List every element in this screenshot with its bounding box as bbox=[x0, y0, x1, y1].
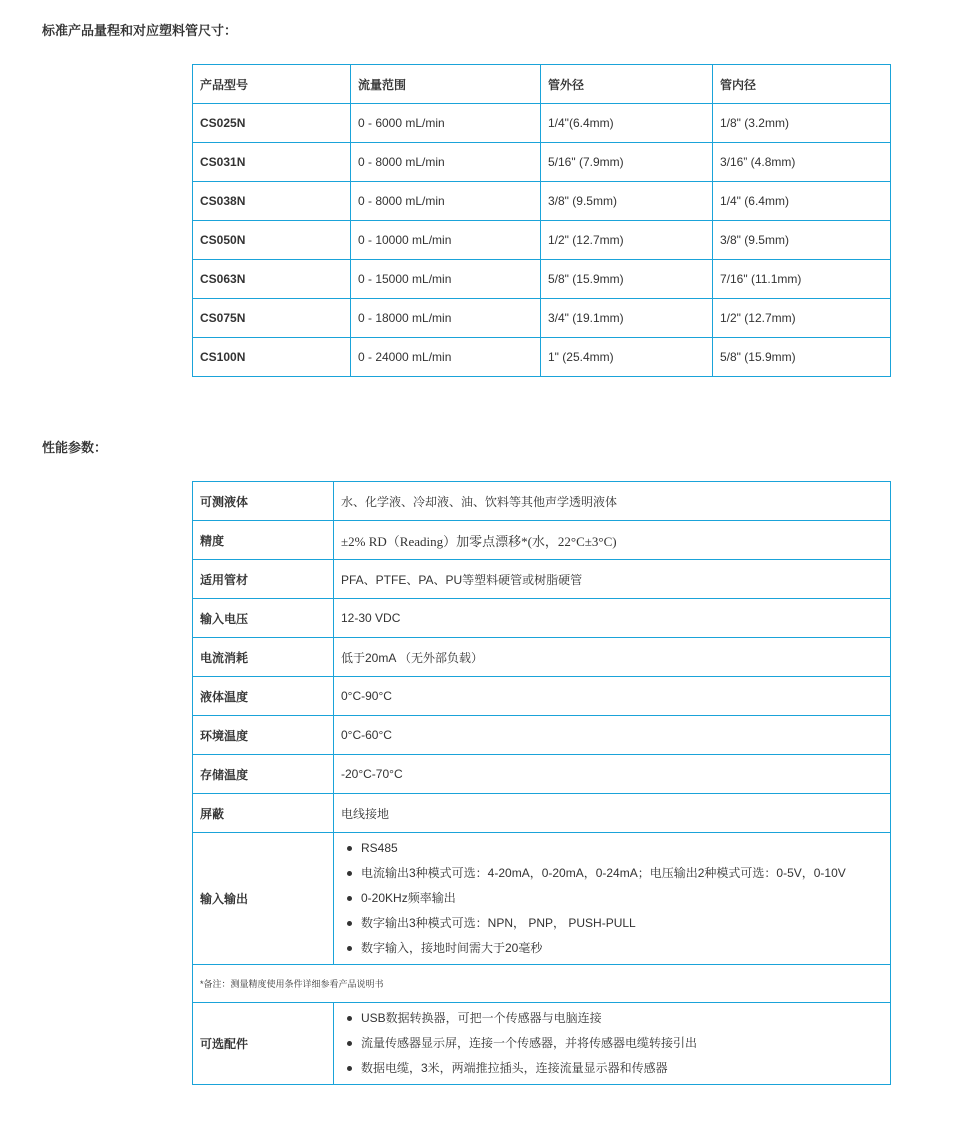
inner-diameter-cell: 3/8" (9.5mm) bbox=[713, 221, 891, 260]
param-label: 输入输出 bbox=[193, 833, 334, 965]
table-row bbox=[193, 221, 891, 260]
param-row-current bbox=[193, 638, 891, 677]
header-cell: 管内径 bbox=[713, 65, 891, 104]
outer-diameter-cell: 1/4"(6.4mm) bbox=[541, 104, 713, 143]
param-row-input-voltage bbox=[193, 599, 891, 638]
io-list bbox=[341, 833, 883, 964]
param-row-storage-temp bbox=[193, 755, 891, 794]
inner-diameter-cell: 1/8" (3.2mm) bbox=[713, 104, 891, 143]
param-row-accuracy bbox=[193, 521, 891, 560]
param-value: 低于20mA （无外部负载） bbox=[334, 638, 891, 677]
inner-diameter-cell: 5/8" (15.9mm) bbox=[713, 338, 891, 377]
outer-diameter-cell: 3/8" (9.5mm) bbox=[541, 182, 713, 221]
outer-diameter-cell: 5/8" (15.9mm) bbox=[541, 260, 713, 299]
param-row-liquid-temp bbox=[193, 677, 891, 716]
param-row-pipe-material bbox=[193, 560, 891, 599]
flow-range-cell: 0 - 8000 mL/min bbox=[351, 143, 541, 182]
model-cell: CS100N bbox=[193, 338, 351, 377]
note-row bbox=[193, 965, 891, 1003]
table-row bbox=[193, 299, 891, 338]
section-title-performance: 性能参数： bbox=[42, 440, 108, 455]
param-value: 12-30 VDC bbox=[334, 599, 891, 638]
flow-range-cell: 0 - 24000 mL/min bbox=[351, 338, 541, 377]
model-cell: CS075N bbox=[193, 299, 351, 338]
section-title-sizes: 标准产品量程和对应塑料管尺寸： bbox=[42, 23, 238, 38]
param-label: 适用管材 bbox=[193, 560, 334, 599]
inner-diameter-cell: 7/16" (11.1mm) bbox=[713, 260, 891, 299]
outer-diameter-cell: 1/2" (12.7mm) bbox=[541, 221, 713, 260]
param-label: 存储温度 bbox=[193, 755, 334, 794]
table-row bbox=[193, 104, 891, 143]
param-label: 精度 bbox=[193, 521, 334, 560]
flow-range-cell: 0 - 15000 mL/min bbox=[351, 260, 541, 299]
flow-range-cell: 0 - 8000 mL/min bbox=[351, 182, 541, 221]
param-row-shielding bbox=[193, 794, 891, 833]
flow-range-cell: 0 - 10000 mL/min bbox=[351, 221, 541, 260]
param-value: PFA、PTFE、PA、PU等塑料硬管或树脂硬管 bbox=[334, 560, 891, 599]
param-value: -20°C-70°C bbox=[334, 755, 891, 794]
param-row-accessories bbox=[193, 1003, 891, 1085]
table-header-row bbox=[193, 65, 891, 104]
inner-diameter-cell: 1/2" (12.7mm) bbox=[713, 299, 891, 338]
model-cell: CS031N bbox=[193, 143, 351, 182]
header-cell: 管外径 bbox=[541, 65, 713, 104]
param-value: 电线接地 bbox=[334, 794, 891, 833]
list-item: 流量传感器显示屏，连接一个传感器，并将传感器电缆转接引出 bbox=[361, 1031, 883, 1056]
table-row bbox=[193, 143, 891, 182]
outer-diameter-cell: 5/16" (7.9mm) bbox=[541, 143, 713, 182]
list-item: RS485 bbox=[361, 836, 883, 861]
inner-diameter-cell: 1/4" (6.4mm) bbox=[713, 182, 891, 221]
header-cell: 产品型号 bbox=[193, 65, 351, 104]
param-value: 0°C-60°C bbox=[334, 716, 891, 755]
flow-range-cell: 0 - 18000 mL/min bbox=[351, 299, 541, 338]
table-row bbox=[193, 182, 891, 221]
param-value bbox=[334, 1003, 891, 1085]
param-label: 可选配件 bbox=[193, 1003, 334, 1085]
model-cell: CS050N bbox=[193, 221, 351, 260]
list-item: 数字输出3种模式可选：NPN， PNP， PUSH-PULL bbox=[361, 911, 883, 936]
outer-diameter-cell: 1" (25.4mm) bbox=[541, 338, 713, 377]
model-cell: CS063N bbox=[193, 260, 351, 299]
param-value: 水、化学液、冷却液、油、饮料等其他声学透明液体 bbox=[334, 482, 891, 521]
header-cell: 流量范围 bbox=[351, 65, 541, 104]
param-label: 输入电压 bbox=[193, 599, 334, 638]
accessories-list bbox=[341, 1003, 883, 1084]
flow-range-cell: 0 - 6000 mL/min bbox=[351, 104, 541, 143]
param-row-ambient-temp bbox=[193, 716, 891, 755]
inner-diameter-cell: 3/16” (4.8mm) bbox=[713, 143, 891, 182]
param-label: 液体温度 bbox=[193, 677, 334, 716]
outer-diameter-cell: 3/4" (19.1mm) bbox=[541, 299, 713, 338]
param-value: 0°C-90°C bbox=[334, 677, 891, 716]
size-table bbox=[192, 64, 891, 377]
model-cell: CS025N bbox=[193, 104, 351, 143]
param-label: 电流消耗 bbox=[193, 638, 334, 677]
table-row bbox=[193, 260, 891, 299]
list-item: 电流输出3种模式可选：4-20mA，0-20mA，0-24mA；电压输出2种模式可选：0-5V，0-10V bbox=[361, 861, 883, 886]
footnote: *备注：测量精度使用条件详细参看产品说明书 bbox=[193, 965, 891, 1003]
param-label: 可测液体 bbox=[193, 482, 334, 521]
param-label: 环境温度 bbox=[193, 716, 334, 755]
list-item: 数据电缆，3米，两端推拉插头，连接流量显示器和传感器 bbox=[361, 1056, 883, 1081]
param-label: 屏蔽 bbox=[193, 794, 334, 833]
list-item: 0-20KHz频率输出 bbox=[361, 886, 883, 911]
param-row-liquid bbox=[193, 482, 891, 521]
param-value: ±2% RD（Reading）加零点漂移*(水，22°C±3°C) bbox=[334, 521, 891, 560]
list-item: 数字输入，接地时间需大于20毫秒 bbox=[361, 936, 883, 961]
table-row bbox=[193, 338, 891, 377]
list-item: USB数据转换器，可把一个传感器与电脑连接 bbox=[361, 1006, 883, 1031]
model-cell: CS038N bbox=[193, 182, 351, 221]
param-value bbox=[334, 833, 891, 965]
param-row-io bbox=[193, 833, 891, 965]
performance-table bbox=[192, 481, 891, 1085]
